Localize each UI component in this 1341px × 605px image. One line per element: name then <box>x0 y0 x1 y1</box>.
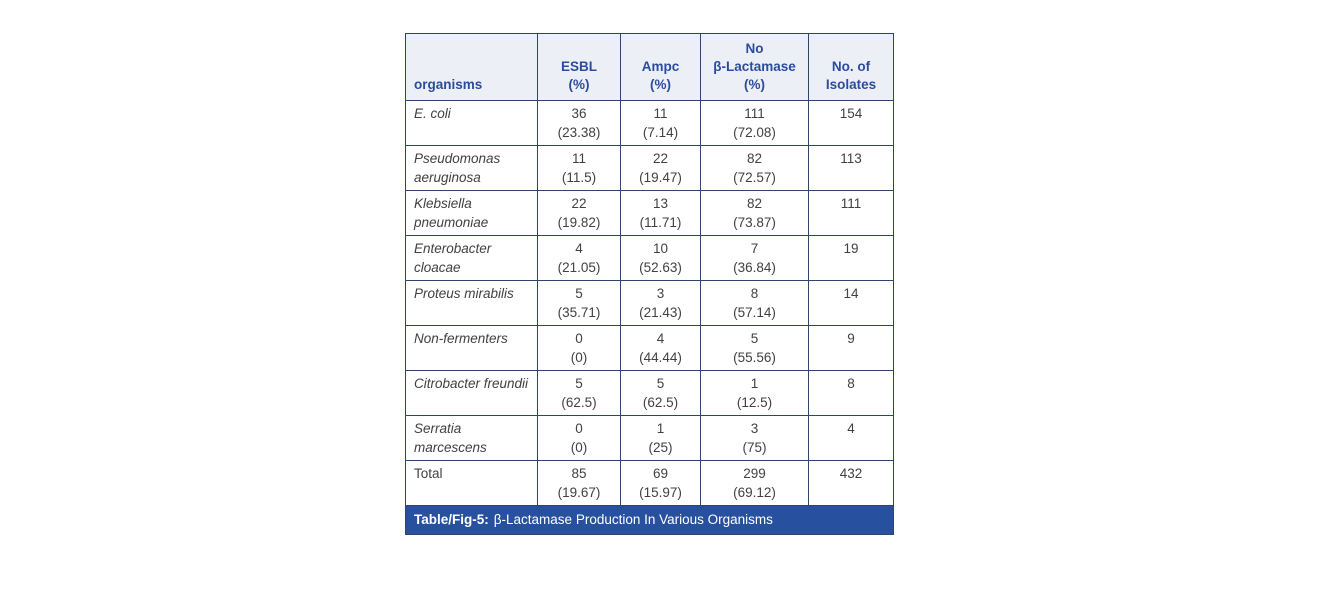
header-line: (%) <box>568 77 590 92</box>
cell-organism: Proteus mirabilis <box>406 281 538 326</box>
header-line: Isolates <box>825 77 877 92</box>
cell-ampc <box>621 101 701 146</box>
column-header-organisms: organisms <box>406 34 538 101</box>
cell-esbl <box>538 236 621 281</box>
table-row-non-fermenters <box>406 326 894 371</box>
cell-percent: (7.14) <box>642 125 679 140</box>
header-line: No. of <box>831 59 871 74</box>
cell-value: 11 <box>571 151 586 166</box>
cell-value: 3 <box>656 286 665 301</box>
cell-value: 1 <box>656 421 665 436</box>
cell-isolates: 111 <box>809 191 894 236</box>
cell-percent: (44.44) <box>639 350 682 365</box>
cell-value: 1 <box>750 376 759 391</box>
cell-ampc <box>621 146 701 191</box>
cell-esbl <box>538 101 621 146</box>
column-header-ampc <box>621 34 701 101</box>
cell-isolates: 432 <box>809 461 894 506</box>
cell-no-beta-lactamase <box>701 326 809 371</box>
cell-value: 10 <box>652 241 669 256</box>
cell-no-beta-lactamase <box>701 416 809 461</box>
cell-value: 3 <box>750 421 759 436</box>
cell-percent: (19.47) <box>639 170 682 185</box>
caption-label: Table/Fig-5: <box>414 512 489 527</box>
cell-organism: Serratia marcescens <box>406 416 538 461</box>
cell-percent: (19.67) <box>557 485 601 500</box>
header-line: No <box>745 41 764 56</box>
cell-isolates: 8 <box>809 371 894 416</box>
cell-isolates: 4 <box>809 416 894 461</box>
cell-esbl <box>538 416 621 461</box>
cell-value: 5 <box>750 331 759 346</box>
cell-value: 111 <box>744 106 765 121</box>
cell-organism: Citrobacter freundii <box>406 371 538 416</box>
cell-esbl <box>538 371 621 416</box>
table-row-klebsiella-pneumoniae <box>406 191 894 236</box>
cell-value: 36 <box>571 106 587 121</box>
cell-value: 5 <box>656 376 665 391</box>
cell-percent: (15.97) <box>639 485 682 500</box>
cell-esbl <box>538 461 621 506</box>
cell-percent: (23.38) <box>557 125 601 140</box>
cell-no-beta-lactamase <box>701 461 809 506</box>
cell-organism: Klebsiella pneumoniae <box>406 191 538 236</box>
cell-isolates: 113 <box>809 146 894 191</box>
cell-percent: (62.5) <box>642 395 679 410</box>
cell-ampc <box>621 416 701 461</box>
cell-isolates: 154 <box>809 101 894 146</box>
cell-value: 0 <box>575 331 583 346</box>
cell-value: 22 <box>571 196 587 211</box>
table-caption <box>406 506 894 535</box>
beta-lactamase-table <box>405 33 894 535</box>
cell-esbl <box>538 191 621 236</box>
cell-organism: Total <box>406 461 538 506</box>
table-row-total <box>406 461 894 506</box>
caption-row <box>406 506 894 535</box>
cell-value: 82 <box>746 196 763 211</box>
cell-value: 0 <box>575 421 583 436</box>
cell-percent: (69.12) <box>733 485 776 500</box>
header-line: β-Lactamase <box>713 59 796 74</box>
cell-percent: (0) <box>570 440 588 455</box>
cell-organism: Pseudomonas aeruginosa <box>406 146 538 191</box>
cell-no-beta-lactamase <box>701 101 809 146</box>
column-header-isolates <box>809 34 894 101</box>
cell-value: 5 <box>575 286 583 301</box>
cell-value: 4 <box>656 331 665 346</box>
header-line: Ampc <box>641 59 680 74</box>
cell-no-beta-lactamase <box>701 146 809 191</box>
column-header-esbl <box>538 34 621 101</box>
table-row-proteus-mirabilis <box>406 281 894 326</box>
cell-no-beta-lactamase <box>701 191 809 236</box>
cell-value: 5 <box>575 376 583 391</box>
cell-esbl <box>538 281 621 326</box>
table-row-enterobacter-cloacae <box>406 236 894 281</box>
cell-isolates: 19 <box>809 236 894 281</box>
cell-no-beta-lactamase <box>701 371 809 416</box>
cell-organism: Enterobacter cloacae <box>406 236 538 281</box>
cell-percent: (19.82) <box>557 215 601 230</box>
caption-text: β-Lactamase Production In Various Organisms <box>493 512 773 527</box>
cell-isolates: 14 <box>809 281 894 326</box>
cell-no-beta-lactamase <box>701 281 809 326</box>
cell-ampc <box>621 326 701 371</box>
table-row-pseudomonas-aeruginosa <box>406 146 894 191</box>
cell-percent: (72.08) <box>733 125 776 140</box>
cell-ampc <box>621 281 701 326</box>
table-row-e-coli <box>406 101 894 146</box>
cell-esbl <box>538 326 621 371</box>
cell-percent: (57.14) <box>733 305 776 320</box>
header-line: (%) <box>744 77 765 92</box>
column-header-no-beta-lactamase <box>701 34 809 101</box>
cell-percent: (25) <box>648 440 673 455</box>
cell-percent: (36.84) <box>733 260 776 275</box>
header-line: (%) <box>650 77 671 92</box>
cell-value: 7 <box>750 241 759 256</box>
cell-value: 85 <box>571 466 587 481</box>
cell-value: 11 <box>653 106 668 121</box>
table-body <box>406 101 894 506</box>
cell-ampc <box>621 236 701 281</box>
cell-organism: Non-fermenters <box>406 326 538 371</box>
table-row-serratia-marcescens <box>406 416 894 461</box>
cell-ampc <box>621 371 701 416</box>
table-row-citrobacter-freundii <box>406 371 894 416</box>
cell-value: 69 <box>652 466 669 481</box>
table-figure <box>405 33 894 535</box>
cell-value: 13 <box>652 196 669 211</box>
cell-percent: (11.71) <box>639 215 682 230</box>
cell-value: 299 <box>743 466 766 481</box>
table-header <box>406 34 894 101</box>
cell-percent: (55.56) <box>733 350 776 365</box>
cell-percent: (0) <box>570 350 588 365</box>
cell-percent: (12.5) <box>736 395 773 410</box>
cell-isolates: 9 <box>809 326 894 371</box>
cell-value: 8 <box>750 286 759 301</box>
cell-ampc <box>621 461 701 506</box>
cell-percent: (21.05) <box>557 260 601 275</box>
cell-percent: (75) <box>742 440 767 455</box>
cell-percent: (62.5) <box>561 395 597 410</box>
cell-percent: (11.5) <box>561 170 597 185</box>
cell-no-beta-lactamase <box>701 236 809 281</box>
cell-value: 4 <box>575 241 583 256</box>
table-footer <box>406 506 894 535</box>
cell-esbl <box>538 146 621 191</box>
cell-organism: E. coli <box>406 101 538 146</box>
cell-percent: (72.57) <box>733 170 776 185</box>
cell-percent: (52.63) <box>639 260 682 275</box>
cell-percent: (35.71) <box>557 305 601 320</box>
cell-percent: (73.87) <box>733 215 776 230</box>
cell-ampc <box>621 191 701 236</box>
cell-percent: (21.43) <box>639 305 682 320</box>
cell-value: 82 <box>746 151 763 166</box>
cell-value: 22 <box>652 151 669 166</box>
header-line: ESBL <box>560 59 597 74</box>
header-row <box>406 34 894 101</box>
